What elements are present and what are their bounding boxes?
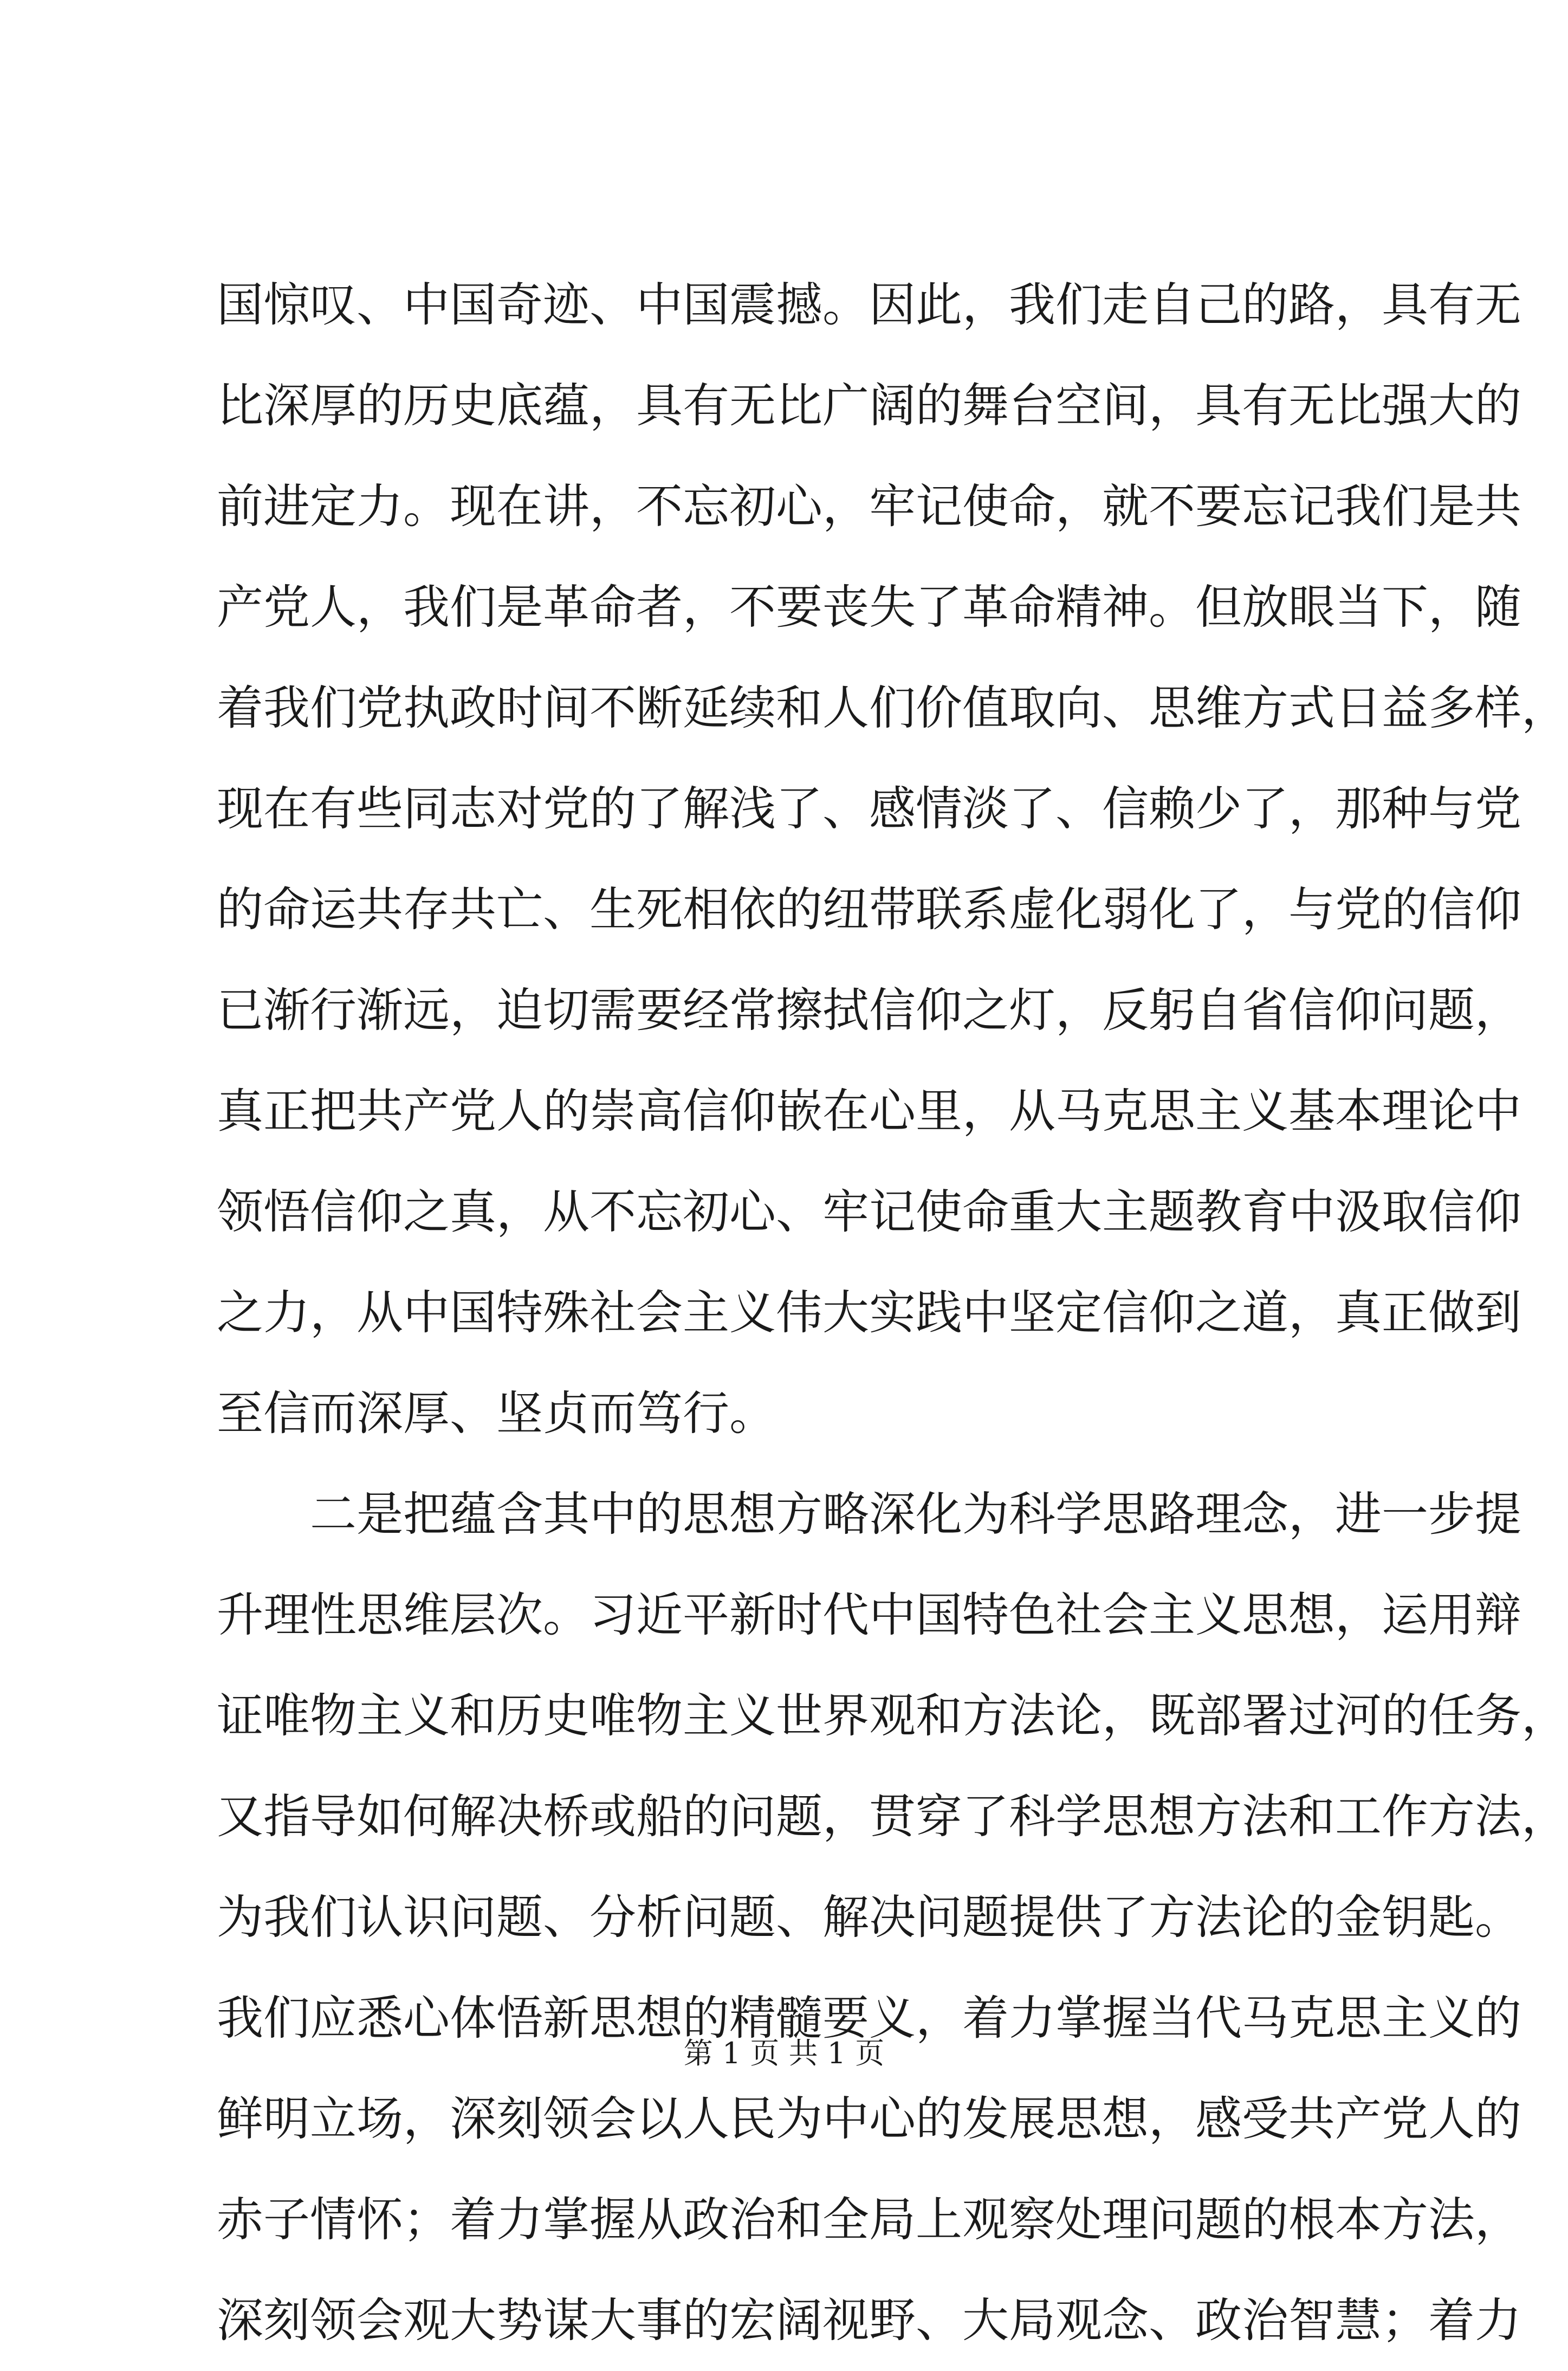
text-line: 升理性思维层次。习近平新时代中国特色社会主义思想，运用辩 [217,1588,1521,1642]
text-line: 的命运共存共亡、生死相依的纽带联系虚化弱化了，与党的信仰 [217,883,1521,937]
text-line: 前进定力。现在讲，不忘初心，牢记使命，就不要忘记我们是共 [217,480,1521,534]
text-line: 鲜明立场，深刻领会以人民为中心的发展思想，感受共产党人的 [217,2092,1521,2146]
text-line: 领悟信仰之真，从不忘初心、牢记使命重大主题教育中汲取信仰 [217,1185,1521,1239]
text-line: 已渐行渐远，迫切需要经常擦拭信仰之灯，反躬自省信仰问题， [217,983,1521,1038]
text-line: 赤子情怀；着力掌握从政治和全局上观察处理问题的根本方法， [217,2193,1521,2247]
text-line: 之力，从中国特殊社会主义伟大实践中坚定信仰之道，真正做到 [217,1286,1521,1340]
paragraph-end-line: 至信而深厚、坚贞而笃行。 [217,1387,776,1441]
text-line: 现在有些同志对党的了解浅了、感情淡了、信赖少了，那种与党 [217,782,1521,836]
text-line: 我们应悉心体悟新思想的精髓要义，着力掌握当代马克思主义的 [217,1991,1521,2045]
text-line: 深刻领会观大势谋大事的宏阔视野、大局观念、政治智慧；着力 [217,2294,1521,2348]
paragraph-start-line: 二是把蕴含其中的思想方略深化为科学思路理念，进一步提 [217,1487,1521,1541]
text-line: 真正把共产党人的崇高信仰嵌在心里，从马克思主义基本理论中 [217,1084,1521,1138]
text-line: 着我们党执政时间不断延续和人们价值取向、思维方式日益多样， [217,681,1568,735]
page-number-footer: 第 1 页 共 1 页 [683,2036,885,2070]
text-line: 比深厚的历史底蕴，具有无比广阔的舞台空间，具有无比强大的 [217,379,1521,433]
text-line: 为我们认识问题、分析问题、解决问题提供了方法论的金钥匙。 [217,1890,1521,1945]
text-line: 国惊叹、中国奇迹、中国震撼。因此，我们走自己的路，具有无 [217,278,1521,332]
text-line: 又指导如何解决桥或船的问题，贯穿了科学思想方法和工作方法， [217,1790,1568,1844]
text-line: 产党人，我们是革命者，不要丧失了革命精神。但放眼当下，随 [217,580,1521,634]
text-line: 证唯物主义和历史唯物主义世界观和方法论，既部署过河的任务， [217,1689,1568,1743]
